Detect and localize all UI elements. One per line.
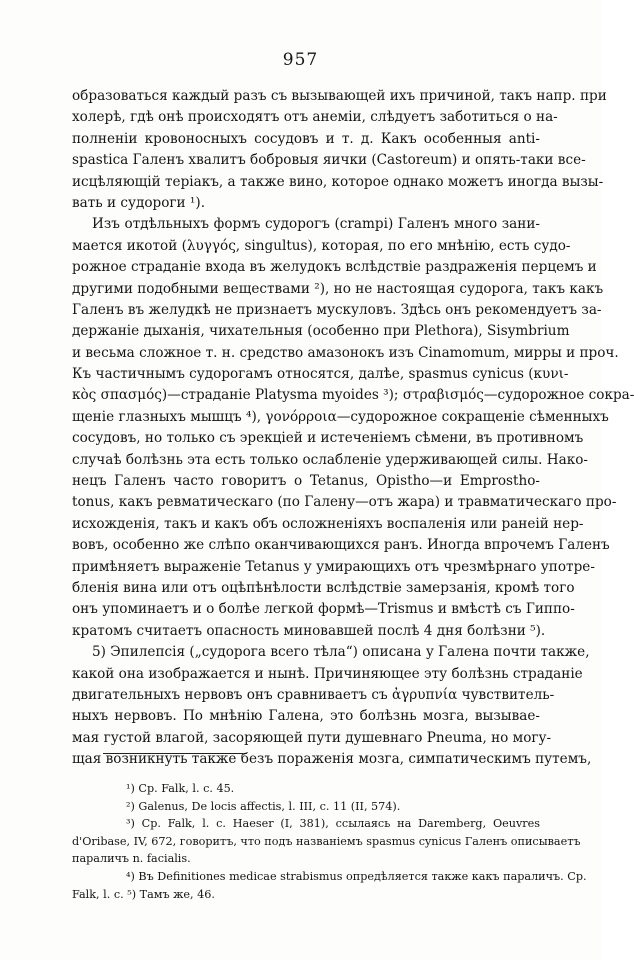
text-line: рожное страданіе входа въ желудокъ вслѣдствіе раздраженія перцемъ и — [72, 259, 597, 276]
text-line: полненіи кровоносныхъ сосудовъ и т. д. Какъ особенныя anti- — [72, 130, 540, 147]
footnotes — [72, 780, 587, 903]
footnote-line: ²) Galenus, De locis affectis, l. III, c. 11 (II, 574). — [126, 799, 401, 813]
text-line: и весьма сложное т. н. средство амазонокъ изъ Cinamomum, мирры и проч. — [72, 344, 619, 361]
body-text — [72, 86, 634, 771]
text-line: щеніе глазныхъ мышцъ ⁴), γονόρροια—судорожное сокращеніе сѣменныхъ — [72, 408, 609, 425]
text-line: примѣняетъ выраженіе Tetanus у умирающихъ отъ чрезмѣрнаго употре- — [72, 558, 595, 575]
text-line: сосудовъ, но только съ эрекціей и истеченіемъ сѣмени, въ противномъ — [72, 430, 584, 447]
text-line: ныхъ нервовъ. По мнѣнію Галена, это болѣзнь мозга, вызывае- — [72, 708, 540, 725]
footnote-line: ³) Cp. Falk, l. c. Haeser (I, 381), ссылаясь на Daremberg, Oeuvres — [126, 817, 540, 831]
text-line: двигательныхъ нервовъ онъ сравниваетъ съ ἀγρυπνία чувствитель- — [72, 686, 555, 703]
text-line: tonus, какъ ревматическаго (по Галену—отъ жара) и травматическаго про- — [72, 494, 617, 511]
text-line: держаніе дыханія, чихательныя (особенно при Plethora), Sisymbrium — [72, 323, 570, 340]
text-line: холерѣ, гдѣ онѣ происходятъ отъ анеміи, слѣдуетъ заботиться о на- — [72, 109, 558, 126]
text-line: случаѣ болѣзнь эта есть только ослабленіе удерживающей силы. Нако- — [72, 451, 588, 468]
text-line: исхожденія, такъ и какъ объ осложненіяхъ воспаленія или ранеій нер- — [72, 515, 584, 532]
text-line: какой она изображается и нынѣ. Причиняющее эту болѣзнь страданіе — [72, 665, 583, 682]
text-line: онъ упоминаетъ и о болѣе легкой формѣ—Trismus и вмѣстѣ съ Гиппо- — [72, 601, 575, 618]
text-line: исцѣляющій теріакъ, а также вино, которое однако можетъ иногда вызы- — [72, 173, 604, 190]
text-line: другими подобными веществами ²), но не настоящая судорога, такъ какъ — [72, 280, 604, 297]
text-line: бленія вина или отъ оцѣпѣнѣлости вслѣдствіе замерзанія, кромѣ того — [72, 579, 575, 596]
footnote-separator — [103, 753, 243, 754]
text-line: мается икотой (λυγγός, singultus), которая, по его мнѣнію, есть судо- — [72, 237, 571, 254]
text-line: Къ частичнымъ судорогамъ относятся, далѣе, spasmus cynicus (κυνι- — [72, 366, 569, 383]
text-line: кратомъ считаетъ опасность миновавшей послѣ 4 дня болѣзни ⁵). — [72, 622, 546, 639]
text-line: мая густой влагой, засоряющей пути душевнаго Pneuma, но могу- — [72, 729, 552, 746]
page-number: 957 — [282, 50, 319, 70]
text-line: Галенъ въ желудкѣ не признаетъ мускуловъ. Здѣсь онъ рекомендуетъ за- — [72, 301, 602, 318]
footnote-line: параличъ n. facialis. — [72, 852, 191, 866]
text-line: вовъ, особенно же слѣпо оканчивающихся ранъ. Иногда впрочемъ Галенъ — [72, 537, 610, 554]
text-line: κὸς σπασμός)—страданіе Platysma myoides ³); στραβισμός—судорожное сокра- — [72, 387, 634, 404]
text-line: spastica Галенъ хвалитъ бобровыя яички (Castoreum) и опять-таки все- — [72, 152, 586, 169]
text-line: нецъ Галенъ часто говоритъ о Tetanus, Opistho—и Emprostho- — [72, 473, 540, 490]
footnote-line: ⁴) Въ Definitiones medicae strabismus опредѣляется также какъ параличъ. Cp. — [126, 869, 587, 883]
text-line: Изъ отдѣльныхъ формъ судорогъ (crampi) Галенъ много зани- — [92, 216, 540, 233]
footnote-line: d'Oribase, IV, 672, говоритъ, что подъ названіемъ spasmus cynicus Галенъ описываетъ — [72, 834, 581, 848]
text-line: 5) Эпилепсія („судорога всего тѣла“) описана у Галена почти также, — [92, 644, 590, 661]
text-line: вать и судороги ¹). — [72, 194, 206, 211]
text-line: образоваться каждый разъ съ вызывающей ихъ причиной, такъ напр. при — [72, 88, 607, 104]
footnote-line: Falk, l. c. ⁵) Тамъ же, 46. — [72, 887, 215, 901]
footnote-line: ¹) Cp. Falk, l. c. 45. — [126, 782, 235, 795]
text-line: щая возникнуть также безъ пораженія мозга, симпатическимъ путемъ, — [72, 751, 592, 768]
